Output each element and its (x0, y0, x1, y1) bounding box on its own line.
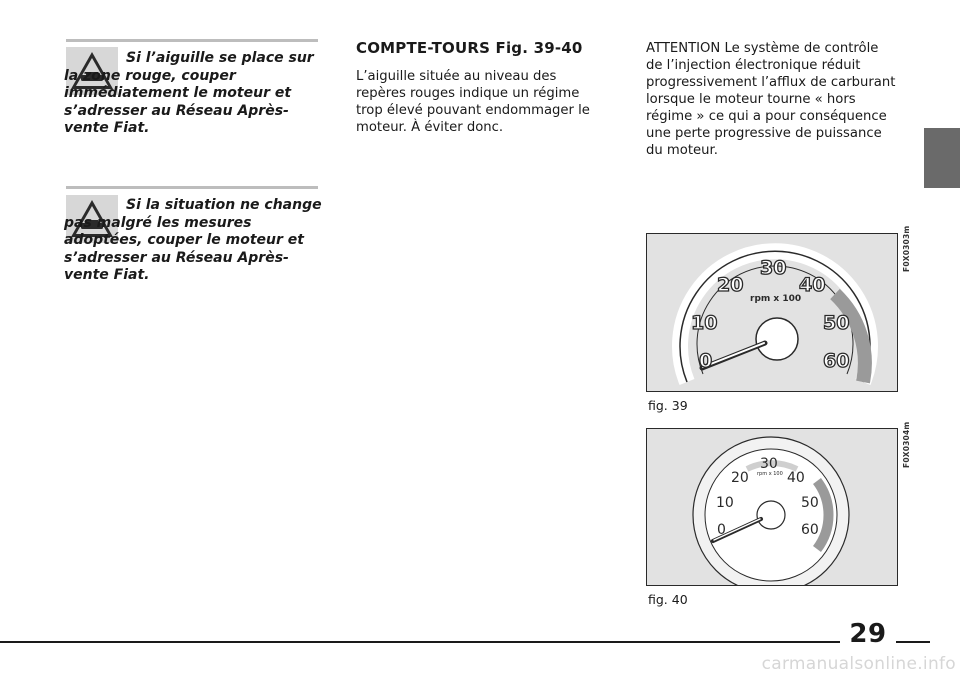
fig39-scale-0: 0 (699, 350, 713, 372)
attention-note: ATTENTION Le système de contrôle de l’injection électronique réduit progressivement l’afflux de carburant lorsque le moteur tourne « hors régime » ce qui a pour conséquence une perte progressive de puissance du moteur. (646, 41, 896, 158)
fig39-scale-60: 60 (823, 350, 850, 372)
fig40-scale-0: 0 (717, 522, 726, 538)
fig40-scale-20: 20 (731, 470, 749, 486)
fig39-unit-label: rpm x 100 (750, 294, 802, 304)
warning-1-rule (66, 39, 318, 42)
fig40-scale-50: 50 (801, 495, 819, 511)
warning-2-rule (66, 186, 318, 189)
fig39-scale-20: 20 (717, 274, 744, 296)
fig40-unit-label: rpm x 100 (757, 471, 783, 477)
figure-40-code: F0X0304m (902, 421, 911, 468)
fig39-scale-40: 40 (799, 274, 826, 296)
footer-rule-left (0, 641, 840, 643)
figure-40-caption: fig. 40 (648, 592, 688, 607)
fig40-scale-10: 10 (716, 495, 734, 511)
warning-1-text: Si l’aiguille se place sur la zone rouge, couper immédiatement le moteur et s’adresser au Réseau Après-vente Fiat. (64, 50, 314, 136)
warning-2-text: Si la situation ne change pas malgré les mesures adoptées, couper le moteur et s’adresser au Réseau Après-vente Fiat. (64, 197, 322, 283)
fig40-scale-30: 30 (760, 456, 778, 472)
fig40-scale-60: 60 (801, 522, 819, 538)
tachometer-illustration-1 (647, 234, 897, 391)
section-body: L’aiguille située au niveau des repères rouges indique un régime trop élevé pouvant endommager le moteur. À éviter donc. (356, 69, 590, 135)
section-heading: COMPTE-TOURS Fig. 39-40 (356, 39, 583, 57)
figure-40 (646, 428, 898, 586)
fig39-scale-10: 10 (691, 312, 718, 334)
figure-39-code: F0X0303m (902, 225, 911, 272)
watermark: carmanualsonline.info (761, 654, 956, 674)
page-number: 29 (849, 619, 887, 649)
fig39-scale-30: 30 (760, 257, 787, 279)
tachometer-illustration-2 (647, 429, 897, 585)
fig39-scale-50: 50 (823, 312, 850, 334)
chapter-thumb-tab (924, 128, 960, 188)
figure-39 (646, 233, 898, 392)
figure-39-caption: fig. 39 (648, 398, 688, 413)
footer-rule-right (896, 641, 930, 643)
fig40-scale-40: 40 (787, 470, 805, 486)
